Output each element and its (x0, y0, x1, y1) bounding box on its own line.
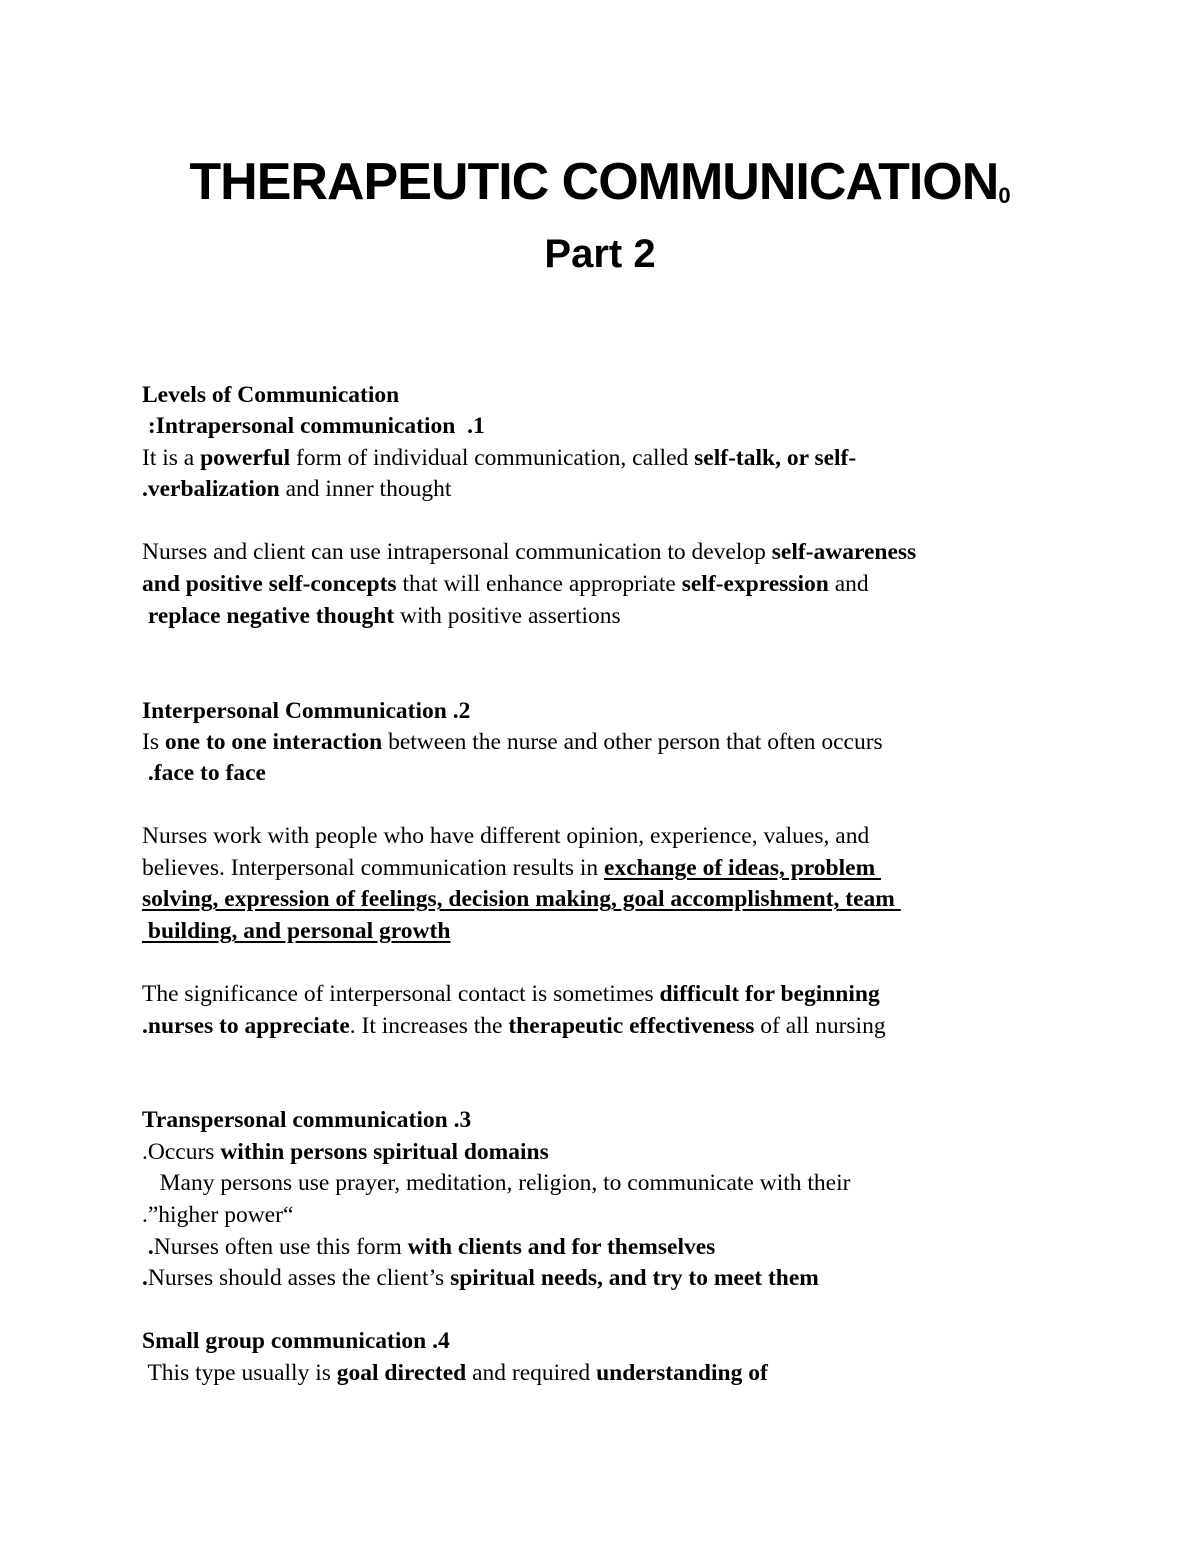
text-run: It is a (142, 445, 201, 471)
text-run: between the nurse and other person that often occurs (382, 729, 883, 755)
text-run: self-awareness (771, 539, 917, 565)
text-run: within persons spiritual domains (220, 1139, 549, 1165)
text-run: Small group communication .4 (142, 1328, 450, 1354)
text-run: and positive self-concepts (142, 571, 397, 597)
text-run: self-expression (681, 571, 829, 597)
text-run: Interpersonal Communication .2 (142, 698, 471, 724)
subheading-transpersonal (142, 1105, 471, 1135)
body-line (142, 727, 883, 757)
body-line (142, 1232, 715, 1262)
text-run: .Occurs (142, 1139, 221, 1165)
document-title (0, 152, 1200, 212)
body-line (142, 1358, 768, 1388)
text-run: goal directed (336, 1360, 467, 1386)
text-run: powerful (200, 445, 291, 471)
text-run: difficult for beginning (659, 981, 880, 1007)
text-run: and required (466, 1360, 597, 1386)
subheading-intrapersonal (142, 411, 485, 441)
text-run: replace negative thought (142, 603, 395, 629)
text-run: :Intrapersonal communication .1 (142, 413, 485, 439)
body-line (142, 979, 880, 1009)
body-line (142, 821, 869, 851)
body-line (142, 569, 869, 599)
text-run: of all nursing (754, 1013, 886, 1039)
body-line (142, 1263, 819, 1293)
text-run: Transpersonal communication .3 (142, 1107, 472, 1133)
text-run: solving, expression of feelings, decision making, goal accomplishment, team (142, 886, 901, 912)
body-line (142, 758, 266, 788)
text-run: Many persons use prayer, meditation, religion, to communicate with their (142, 1170, 851, 1196)
text-run: Is (142, 729, 165, 755)
text-run: believes. Interpersonal communication results in (142, 855, 605, 881)
body-line (142, 853, 881, 883)
body-line (142, 1200, 293, 1230)
subheading-interpersonal (142, 696, 470, 726)
text-run: building, and personal growth (142, 918, 451, 944)
document-subtitle: Part 2 (544, 232, 656, 276)
text-run: self-talk, or self- (694, 445, 857, 471)
text-run: with clients and for themselves (407, 1234, 716, 1260)
body-line (142, 1168, 850, 1198)
text-run: exchange of ideas, problem (604, 855, 882, 881)
text-run: Nurses work with people who have different opinion, experience, values, and (142, 823, 870, 849)
body-line (142, 474, 451, 504)
text-run: and (828, 571, 869, 597)
text-run: . (142, 1234, 154, 1260)
text-run: understanding of (596, 1360, 768, 1386)
text-run: Nurses often use this form (153, 1234, 408, 1260)
heading-levels (142, 380, 399, 410)
body-line (142, 443, 856, 473)
text-run: that will enhance appropriate (396, 571, 682, 597)
body-line (142, 601, 621, 631)
text-run: one to one interaction (164, 729, 383, 755)
text-run: .”higher power“ (142, 1202, 294, 1228)
text-run: .nurses to appreciate (142, 1013, 350, 1039)
title-main: THERAPEUTIC COMMUNICATION (189, 153, 999, 211)
text-run: Nurses and client can use intrapersonal communication to develop (142, 539, 772, 565)
text-run: therapeutic effectiveness (508, 1013, 755, 1039)
body-line (142, 1011, 886, 1041)
text-run: . It increases the (349, 1013, 509, 1039)
text-run: The significance of interpersonal contact is sometimes (142, 981, 660, 1007)
text-run: and inner thought (279, 476, 452, 502)
title-suffix: 0 (998, 183, 1011, 208)
text-run: . (142, 1265, 148, 1291)
text-run: .face to face (142, 760, 266, 786)
body-line (142, 1137, 549, 1167)
body-line (142, 916, 450, 946)
body-line (142, 537, 916, 567)
body-line (142, 884, 901, 914)
text-run: form of individual communication, called (290, 445, 695, 471)
text-run: .verbalization (142, 476, 280, 502)
subheading-small-group (142, 1326, 450, 1356)
text-run: with positive assertions (394, 603, 621, 629)
text-run: Nurses should asses the client’s (147, 1265, 451, 1291)
text-run: This type usually is (142, 1360, 337, 1386)
text-run: spiritual needs, and try to meet them (450, 1265, 819, 1291)
text-run: Levels of Communication (142, 382, 400, 408)
